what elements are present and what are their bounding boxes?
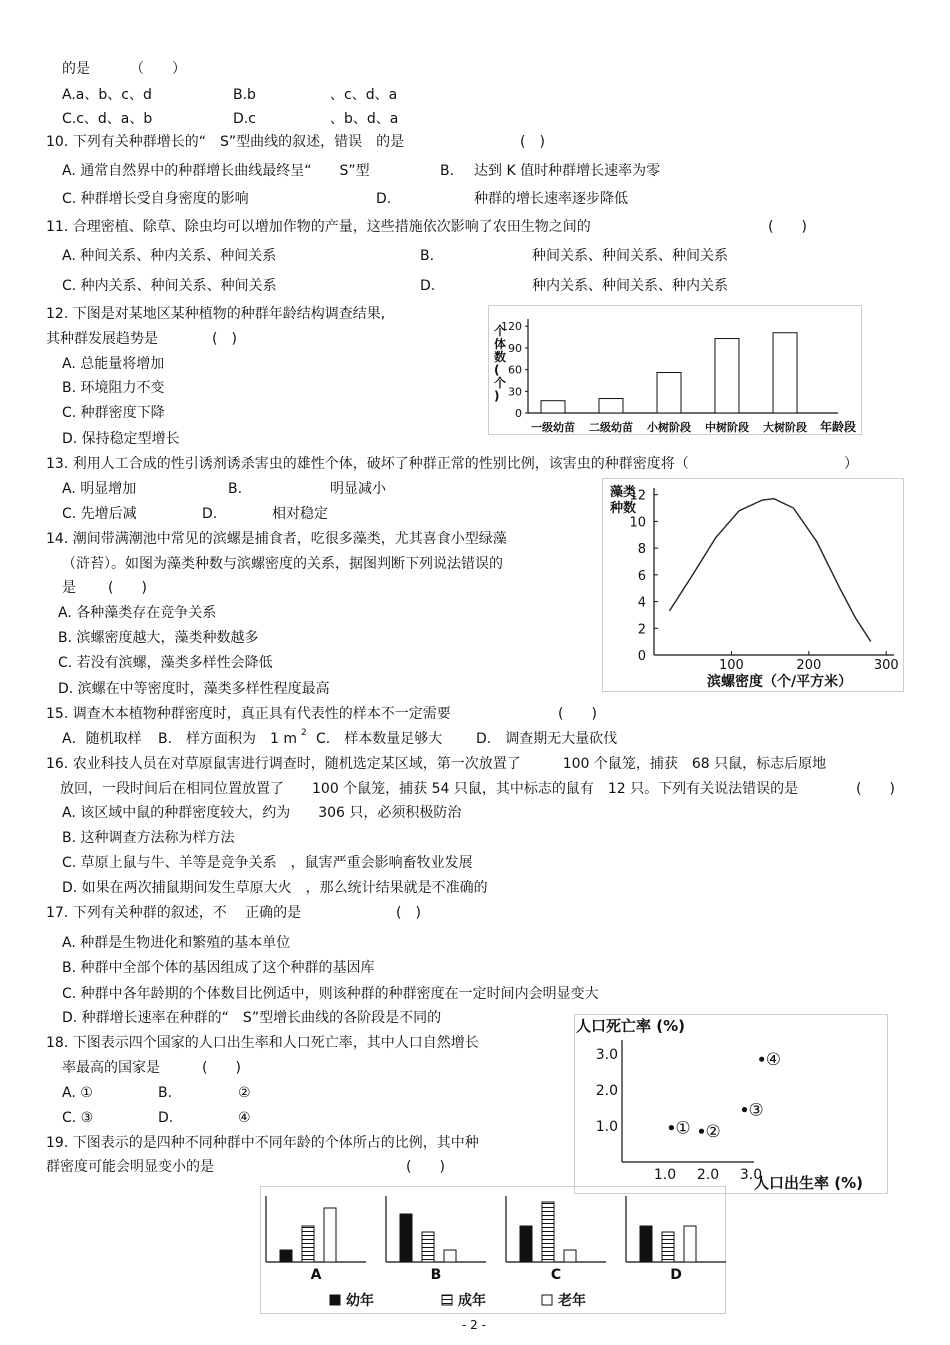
chart4-panel-label: B xyxy=(430,1267,442,1283)
chart3-y-tick-label: 1.0 xyxy=(595,1119,618,1135)
q18-option-d-label: D. xyxy=(158,1110,174,1126)
q9-option-c: C.c、d、a、b xyxy=(62,111,153,127)
q11-option-c: C. 种内关系、种间关系、种间关系 xyxy=(62,278,277,294)
q11-option-d-label: D. xyxy=(420,278,436,294)
chart3-y-tick-label: 3.0 xyxy=(595,1047,618,1063)
q9-option-b: B.b xyxy=(233,87,256,103)
q13-option-d-label: D. xyxy=(202,506,218,522)
q18-option-a: A. ① xyxy=(62,1085,93,1101)
q10-option-b-label: B. xyxy=(440,163,455,179)
q14-stem-line2: （浒苔）。如图为藻类种数与滨螺密度的关系，据图判断下列说法错误的 xyxy=(62,556,503,572)
chart2-y-tick-label: 8 xyxy=(637,542,646,558)
q10-option-c: C. 种群增长受自身密度的影响 xyxy=(62,191,249,207)
q14-stem-line1: 14. 潮间带满潮池中常见的滨螺是捕食者，吃很多藻类，尤其喜食小型绿藻 xyxy=(46,531,507,547)
chart2-y-tick-label: 0 xyxy=(637,649,646,664)
chart1-x-tick-label: 中树阶段 xyxy=(705,421,749,434)
chart3-point-label: ④ xyxy=(765,1050,781,1071)
q16-option-b: B. 这种调查方法称为样方法 xyxy=(62,830,235,846)
chart4-panel xyxy=(266,1196,366,1283)
q10-option-b: 达到 K 值时种群增长速率为零 xyxy=(474,163,661,179)
q17-option-a: A. 种群是生物进化和繁殖的基本单位 xyxy=(62,935,291,951)
q16-paren: ( ) xyxy=(856,781,895,797)
q14-option-c: C. 若没有滨螺，藻类多样性会降低 xyxy=(58,655,273,671)
q9-paren: （ ） xyxy=(130,61,186,77)
q9-option-a: A.a、b、c、d xyxy=(62,87,152,103)
q9-tail: 的是 xyxy=(62,61,90,77)
chart1-x-tick-label: 小树阶段 xyxy=(647,421,691,434)
q12-stem-line2: 其种群发展趋势是 xyxy=(46,331,158,347)
chart3-point-label: ② xyxy=(705,1122,721,1143)
chart4-panel xyxy=(506,1196,606,1283)
q15-stem: 15. 调查木本植物种群密度时，真正具有代表性的样本不一定需要 xyxy=(46,706,451,722)
q15-option-b-superscript: 2 xyxy=(301,728,307,738)
q18-option-b-label: B. xyxy=(158,1085,173,1101)
q13-option-a: A. 明显增加 xyxy=(62,481,137,497)
chart2-x-tick-label: 200 xyxy=(796,658,822,673)
chart3-x-tick-label: 1.0 xyxy=(653,1167,677,1183)
chart2-y-tick-label: 12 xyxy=(629,488,646,504)
chart1-bar xyxy=(541,401,565,413)
q9-option-b-rest: 、c、d、a xyxy=(330,87,398,103)
chart4-bar xyxy=(564,1250,576,1262)
chart1-y-tick-label: 30 xyxy=(508,385,522,399)
q10-option-a: A. 通常自然界中的种群增长曲线最终呈“ S”型 xyxy=(62,163,370,179)
chart4-bar xyxy=(302,1226,314,1262)
q18-paren: ( ) xyxy=(202,1060,241,1076)
q11-option-b: 种间关系、种间关系、种间关系 xyxy=(532,248,728,264)
q12-option-b: B. 环境阻力不变 xyxy=(62,380,165,396)
chart1-bar xyxy=(599,399,623,413)
q18-stem-line1: 18. 下图表示四个国家的人口出生率和人口死亡率，其中人口自然增长 xyxy=(46,1035,479,1051)
q17-option-d: D. 种群增长速率在种群的“ S”型增长曲线的各阶段是不同的 xyxy=(62,1010,442,1026)
chart4-bar xyxy=(444,1250,456,1262)
chart1-y-axis-label: 个体数(个) xyxy=(494,324,507,403)
chart4-legend-swatch xyxy=(442,1295,452,1305)
q18-option-b: ② xyxy=(238,1085,251,1101)
chart4-bar xyxy=(400,1214,412,1262)
chart4-bar xyxy=(422,1232,434,1262)
chart3-point-label: ③ xyxy=(748,1100,764,1121)
chart2-y-tick-label: 6 xyxy=(637,568,646,584)
chart3-point xyxy=(759,1057,764,1062)
q9-option-d: D.c xyxy=(233,111,256,127)
chart2-curve xyxy=(670,499,871,642)
q17-stem: 17. 下列有关种群的叙述，不 正确的是 xyxy=(46,905,302,921)
chart4-legend-label: 幼年 xyxy=(346,1293,374,1309)
q11-stem: 11. 合理密植、除草、除虫均可以增加作物的产量，这些措施依次影响了农田生物之间的 xyxy=(46,219,591,235)
chart4-bar xyxy=(542,1202,554,1262)
q15-option-b: B. 样方面积为 1 m xyxy=(158,731,298,747)
q16-stem-line2: 放回，一段时间后在相同位置放置了 100 个鼠笼，捕获 54 只鼠，其中标志的鼠有 12 只。下列有关说法错误的是 xyxy=(60,781,799,797)
chart4-panel-label: A xyxy=(310,1267,322,1283)
chart1-bar xyxy=(773,333,797,413)
q16-option-a: A. 该区域中鼠的种群密度较大，约为 306 只，必须积极防治 xyxy=(62,805,462,821)
q15-paren: ( ) xyxy=(558,706,597,722)
q19-stem-line1: 19. 下图表示的是四种不同种群中不同年龄的个体所占的比例，其中种 xyxy=(46,1135,479,1151)
q13-paren: ） xyxy=(844,456,858,472)
q10-paren: ( ) xyxy=(520,134,545,150)
q19-paren: ( ) xyxy=(406,1159,445,1175)
chart4-panel-label: D xyxy=(670,1267,682,1283)
q16-stem-line1: 16. 农业科技人员在对草原鼠害进行调查时，随机选定某区域，第一次放置了 100 个鼠笼，捕获 68 只鼠，标志后原地 xyxy=(46,756,827,772)
chart2-y-axis-label: 藻类种数 xyxy=(610,485,637,516)
chart4-bar xyxy=(640,1226,652,1262)
q10-stem: 10. 下列有关种群增长的“ S”型曲线的叙述，错误 的是 xyxy=(46,134,405,150)
q14-option-a: A. 各种藻类存在竞争关系 xyxy=(58,605,217,621)
q19-stem-line2: 群密度可能会明显变小的是 xyxy=(46,1159,214,1175)
q15-option-d: D. 调查期无大量砍伐 xyxy=(476,731,618,747)
chart4-bar xyxy=(280,1250,292,1262)
q10-option-d-label: D. xyxy=(376,191,392,207)
q17-option-b: B. 种群中全部个体的基因组成了这个种群的基因库 xyxy=(62,960,375,976)
chart4-bar xyxy=(520,1226,532,1262)
chart1-y-tick-label: 90 xyxy=(508,341,522,355)
q18-option-c: C. ③ xyxy=(62,1110,94,1126)
chart4-panel xyxy=(386,1196,486,1283)
chart4-panel xyxy=(626,1196,726,1283)
chart1-x-tick-label: 大树阶段 xyxy=(763,421,807,434)
q12-stem-line1: 12. 下图是对某地区某种植物的种群年龄结构调查结果, xyxy=(46,306,386,322)
chart3-y-tick-label: 2.0 xyxy=(595,1083,618,1099)
chart4-legend-swatch xyxy=(330,1295,340,1305)
q11-paren: ( ) xyxy=(768,219,807,235)
q14-option-b: B. 滨螺密度越大，藻类种数越多 xyxy=(58,630,259,646)
q12-option-d: D. 保持稳定型增长 xyxy=(62,431,180,447)
chart1-y-tick-label: 0 xyxy=(515,407,522,420)
chart1-x-tick-label: 二级幼苗 xyxy=(589,421,633,434)
q14-paren: ( ) xyxy=(108,580,147,596)
q14-stem-line3: 是 xyxy=(62,580,76,596)
chart3-point xyxy=(699,1129,704,1134)
q18-stem-line2: 率最高的国家是 xyxy=(62,1060,160,1076)
chart4-bar xyxy=(662,1232,674,1262)
page-number: - 2 - xyxy=(462,1318,486,1332)
q13-option-b-label: B. xyxy=(228,481,243,497)
chart4-legend-swatch xyxy=(542,1295,552,1305)
chart2-x-tick-label: 300 xyxy=(873,658,899,673)
chart1-y-tick-label: 60 xyxy=(508,363,522,377)
q18-option-d: ④ xyxy=(238,1110,251,1126)
chart1-bar xyxy=(715,339,739,413)
chart2-y-tick-label: 4 xyxy=(637,595,646,611)
chart3-point xyxy=(669,1125,674,1130)
chart2-x-axis-label: 滨螺密度（个/平方米） xyxy=(707,674,853,690)
chart4-panel-label: C xyxy=(550,1267,562,1283)
chart3-x-tick-label: 2.0 xyxy=(696,1167,720,1183)
chart1-x-tick-label: 一级幼苗 xyxy=(531,421,575,434)
chart3-point xyxy=(742,1107,747,1112)
birth-death-scatter-chart xyxy=(574,1014,888,1194)
q12-option-c: C. 种群密度下降 xyxy=(62,405,165,421)
q16-option-c: C. 草原上鼠与牛、羊等是竞争关系 ，鼠害严重会影响畜牧业发展 xyxy=(62,855,473,871)
q16-option-d: D. 如果在两次捕鼠期间发生草原大火 ，那么统计结果就是不准确的 xyxy=(62,880,488,896)
q13-option-c: C. 先增后减 xyxy=(62,506,137,522)
chart1-y-tick-label: 120 xyxy=(501,320,522,334)
age-structure-bar-chart xyxy=(488,305,862,435)
q11-option-b-label: B. xyxy=(420,248,435,264)
q13-option-b: 明显减小 xyxy=(330,481,386,497)
q17-option-c: C. 种群中各年龄期的个体数目比例适中，则该种群的种群密度在一定时间内会明显变大 xyxy=(62,986,599,1002)
chart4-legend-label: 成年 xyxy=(458,1293,486,1309)
chart1-x-axis-label: 年龄段 xyxy=(820,420,857,434)
chart3-point-label: ① xyxy=(675,1118,691,1139)
q12-option-a: A. 总能量将增加 xyxy=(62,356,165,372)
q11-option-a: A. 种间关系、种内关系、种间关系 xyxy=(62,248,277,264)
q15-option-c: C. 样本数量足够大 xyxy=(316,731,443,747)
q14-option-d: D. 滨螺在中等密度时，藻类多样性程度最高 xyxy=(58,681,330,697)
algae-snail-line-chart xyxy=(602,478,904,692)
chart1-bar xyxy=(657,373,681,413)
chart2-y-tick-label: 2 xyxy=(637,622,646,638)
q11-option-d: 种内关系、种间关系、种内关系 xyxy=(532,278,728,294)
q15-option-a: A．随机取样 xyxy=(62,731,142,747)
q10-option-d: 种群的增长速率逐步降低 xyxy=(474,191,628,207)
four-population-age-chart xyxy=(260,1186,726,1314)
chart4-legend-label: 老年 xyxy=(558,1293,586,1309)
q13-stem: 13. 利用人工合成的性引诱剂诱杀害虫的雄性个体，破坏了种群正常的性别比例，该害虫的种群密度将（ xyxy=(46,456,689,472)
chart2-y-tick-label: 10 xyxy=(629,515,646,531)
chart3-y-axis-label: 人口死亡率 (%) xyxy=(576,1017,685,1035)
chart2-x-tick-label: 100 xyxy=(719,658,744,673)
chart3-x-tick-label: 3.0 xyxy=(739,1167,763,1183)
chart4-bar xyxy=(684,1226,696,1262)
chart4-bar xyxy=(324,1208,336,1262)
chart3-x-axis-label: 人口出生率 (%) xyxy=(754,1174,863,1192)
q17-paren: ( ) xyxy=(396,905,421,921)
q9-option-d-rest: 、b、d、a xyxy=(330,111,399,127)
q12-paren: ( ) xyxy=(212,331,237,347)
q13-option-d: 相对稳定 xyxy=(272,506,328,522)
